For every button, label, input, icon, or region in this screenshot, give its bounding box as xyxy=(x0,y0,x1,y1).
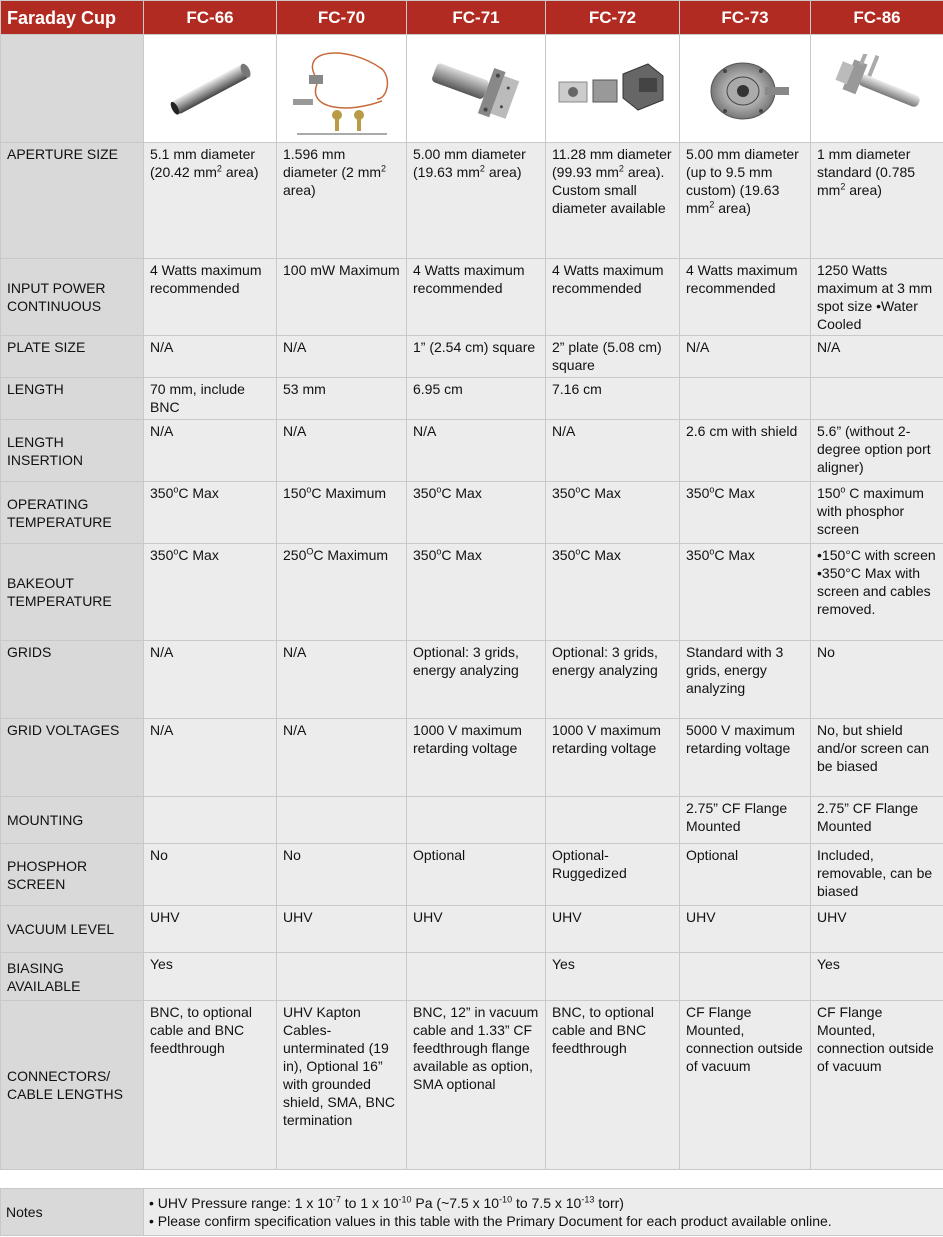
cell: UHV xyxy=(680,906,811,953)
row-label: CONNECTORS/ CABLE LENGTHS xyxy=(1,1001,144,1170)
product-image xyxy=(811,35,943,143)
cell: No xyxy=(144,844,277,906)
cell: Optional xyxy=(680,844,811,906)
notes-body xyxy=(144,1189,943,1236)
cell: 5000 V maximum retarding voltage xyxy=(680,719,811,797)
cell: UHV xyxy=(144,906,277,953)
cell: N/A xyxy=(811,336,943,378)
cell: CF Flange Mounted, connection outside of vacuum xyxy=(680,1001,811,1170)
model-header: FC-70 xyxy=(277,1,407,35)
row-label: GRIDS xyxy=(1,641,144,719)
cell: UHV Kapton Cables- unterminated (19 in), Optional 16” with grounded shield, SMA, BNC termination xyxy=(277,1001,407,1170)
header-row xyxy=(1,1,943,35)
cell: 2” plate (5.08 cm) square xyxy=(546,336,680,378)
row-label: LENGTH INSERTION xyxy=(1,420,144,482)
cell: UHV xyxy=(546,906,680,953)
row-operating-temp xyxy=(1,482,943,544)
cell: 150$^o$ C maximum with phosphor screen xyxy=(811,482,943,544)
cell xyxy=(811,378,943,420)
row-label: MOUNTING xyxy=(1,797,144,844)
cell: 4 Watts maximum recommended xyxy=(407,259,546,336)
cell: 2.6 cm with shield xyxy=(680,420,811,482)
cell: 1000 V maximum retarding voltage xyxy=(407,719,546,797)
row-phosphor xyxy=(1,844,943,906)
cell: N/A xyxy=(277,336,407,378)
cell: UHV xyxy=(277,906,407,953)
cell: Optional xyxy=(407,844,546,906)
row-label: GRID VOLTAGES xyxy=(1,719,144,797)
row-vacuum xyxy=(1,906,943,953)
cell: 7.16 cm xyxy=(546,378,680,420)
note-pressure: • UHV Pressure range: 1 x $10^{-7}$ to 1 x $10^{-10}$ Pa (~7.5 x $10^{-10}$ to 7.5 x $10^{-13}$ torr) xyxy=(149,1194,624,1211)
cell: N/A xyxy=(144,336,277,378)
row-biasing xyxy=(1,953,943,1001)
cell: N/A xyxy=(277,641,407,719)
row-bakeout-temp xyxy=(1,544,943,641)
cell: N/A xyxy=(144,641,277,719)
cell: 350$^o$C Max xyxy=(546,544,680,641)
product-image xyxy=(277,35,407,143)
cell: 350$^o$C Max xyxy=(680,482,811,544)
cell: 4 Watts maximum recommended xyxy=(680,259,811,336)
cell: No xyxy=(277,844,407,906)
row-label: BIASING AVAILABLE xyxy=(1,953,144,1001)
cell: N/A xyxy=(680,336,811,378)
cell: Included, removable, can be biased xyxy=(811,844,943,906)
cell: 4 Watts maximum recommended xyxy=(144,259,277,336)
cell: 5.00 mm diameter (up to 9.5 mm custom) (19.63 $mm^2$ area) xyxy=(680,143,811,259)
cable-assembly-icon xyxy=(287,39,397,139)
image-row xyxy=(1,35,943,143)
cell: BNC, 12” in vacuum cable and 1.33” CF feedthrough flange available as option, SMA optional xyxy=(407,1001,546,1170)
row-label: OPERATING TEMPERATURE xyxy=(1,482,144,544)
model-header: FC-86 xyxy=(811,1,943,35)
cell: •150°C with screen •350°C Max with screen and cables removed. xyxy=(811,544,943,641)
cell: 5.00 mm diameter (19.63 $mm^2$ area) xyxy=(407,143,546,259)
cell: Optional- Ruggedized xyxy=(546,844,680,906)
cell: 2.75” CF Flange Mounted xyxy=(680,797,811,844)
cell xyxy=(407,953,546,1001)
cell: N/A xyxy=(546,420,680,482)
water-cooled-cup-icon xyxy=(827,54,927,124)
cell: N/A xyxy=(277,719,407,797)
cell: 5.1 mm diameter (20.42 $mm^2$ area) xyxy=(144,143,277,259)
cell: 350$^o$C Max xyxy=(144,482,277,544)
row-insertion xyxy=(1,420,943,482)
row-connectors xyxy=(1,1001,943,1170)
cell: UHV xyxy=(407,906,546,953)
cell: 1” (2.54 cm) square xyxy=(407,336,546,378)
flange-probe-icon xyxy=(421,49,531,129)
cylinder-probe-icon xyxy=(160,54,260,124)
cell: 1250 Watts maximum at 3 mm spot size •Water Cooled xyxy=(811,259,943,336)
cell: N/A xyxy=(144,719,277,797)
cell: N/A xyxy=(407,420,546,482)
table-gap xyxy=(0,1176,943,1188)
plate-assembly-icon xyxy=(553,54,673,124)
cell: $250^OC$ Maximum xyxy=(277,544,407,641)
cell xyxy=(407,797,546,844)
model-header: FC-73 xyxy=(680,1,811,35)
model-header: FC-72 xyxy=(546,1,680,35)
row-label: PHOSPHOR SCREEN xyxy=(1,844,144,906)
row-plate xyxy=(1,336,943,378)
row-label: INPUT POWER CONTINUOUS xyxy=(1,259,144,336)
row-label: BAKEOUT TEMPERATURE xyxy=(1,544,144,641)
product-image xyxy=(546,35,680,143)
cell: BNC, to optional cable and BNC feedthrough xyxy=(546,1001,680,1170)
cell: 350$^o$C Max xyxy=(144,544,277,641)
model-header: FC-71 xyxy=(407,1,546,35)
table-title: Faraday Cup xyxy=(1,1,144,35)
cell: 6.95 cm xyxy=(407,378,546,420)
cell: 350$^o$C Max xyxy=(546,482,680,544)
cf-flange-cup-icon xyxy=(695,49,795,129)
cell: 70 mm, include BNC xyxy=(144,378,277,420)
cell xyxy=(277,797,407,844)
cell: Optional: 3 grids, energy analyzing xyxy=(407,641,546,719)
cell: 150$^o$C Maximum xyxy=(277,482,407,544)
cell: No xyxy=(811,641,943,719)
product-image xyxy=(680,35,811,143)
cell: CF Flange Mounted, connection outside of vacuum xyxy=(811,1001,943,1170)
note-confirm: • Please confirm specification values in this table with the Primary Document for each product available online. xyxy=(149,1213,832,1229)
cell xyxy=(680,378,811,420)
notes-table xyxy=(0,1188,943,1236)
cell: N/A xyxy=(144,420,277,482)
cell: 350$^o$C Max xyxy=(407,482,546,544)
cell: 53 mm xyxy=(277,378,407,420)
cell xyxy=(680,953,811,1001)
product-image xyxy=(144,35,277,143)
cell: UHV xyxy=(811,906,943,953)
image-row-label xyxy=(1,35,144,143)
row-label: VACUUM LEVEL xyxy=(1,906,144,953)
row-label: LENGTH xyxy=(1,378,144,420)
cell: 350$^o$C Max xyxy=(407,544,546,641)
cell: Optional: 3 grids, energy analyzing xyxy=(546,641,680,719)
cell: Yes xyxy=(811,953,943,1001)
cell: No, but shield and/or screen can be biased xyxy=(811,719,943,797)
cell: 1.596 mm diameter (2 $mm^2$ area) xyxy=(277,143,407,259)
cell: 11.28 mm diameter (99.93 $mm^2$ area). Custom small diameter available xyxy=(546,143,680,259)
cell: 1000 V maximum retarding voltage xyxy=(546,719,680,797)
cell: Standard with 3 grids, energy analyzing xyxy=(680,641,811,719)
cell: 350$^o$C Max xyxy=(680,544,811,641)
cell: BNC, to optional cable and BNC feedthrough xyxy=(144,1001,277,1170)
notes-label: Notes xyxy=(1,1189,144,1236)
cell: 4 Watts maximum recommended xyxy=(546,259,680,336)
cell: 5.6” (without 2-degree option port aligner) xyxy=(811,420,943,482)
cell: 100 mW Maximum xyxy=(277,259,407,336)
row-length xyxy=(1,378,943,420)
cell xyxy=(144,797,277,844)
product-image xyxy=(407,35,546,143)
cell xyxy=(546,797,680,844)
model-header: FC-66 xyxy=(144,1,277,35)
cell xyxy=(277,953,407,1001)
cell: 1 mm diameter standard (0.785 $mm^2$ area) xyxy=(811,143,943,259)
cell: Yes xyxy=(144,953,277,1001)
row-aperture xyxy=(1,143,943,259)
row-grid-voltages xyxy=(1,719,943,797)
cell: Yes xyxy=(546,953,680,1001)
row-grids xyxy=(1,641,943,719)
cell: N/A xyxy=(277,420,407,482)
row-label: APERTURE SIZE xyxy=(1,143,144,259)
row-power xyxy=(1,259,943,336)
row-mounting xyxy=(1,797,943,844)
row-label: PLATE SIZE xyxy=(1,336,144,378)
cell: 2.75” CF Flange Mounted xyxy=(811,797,943,844)
